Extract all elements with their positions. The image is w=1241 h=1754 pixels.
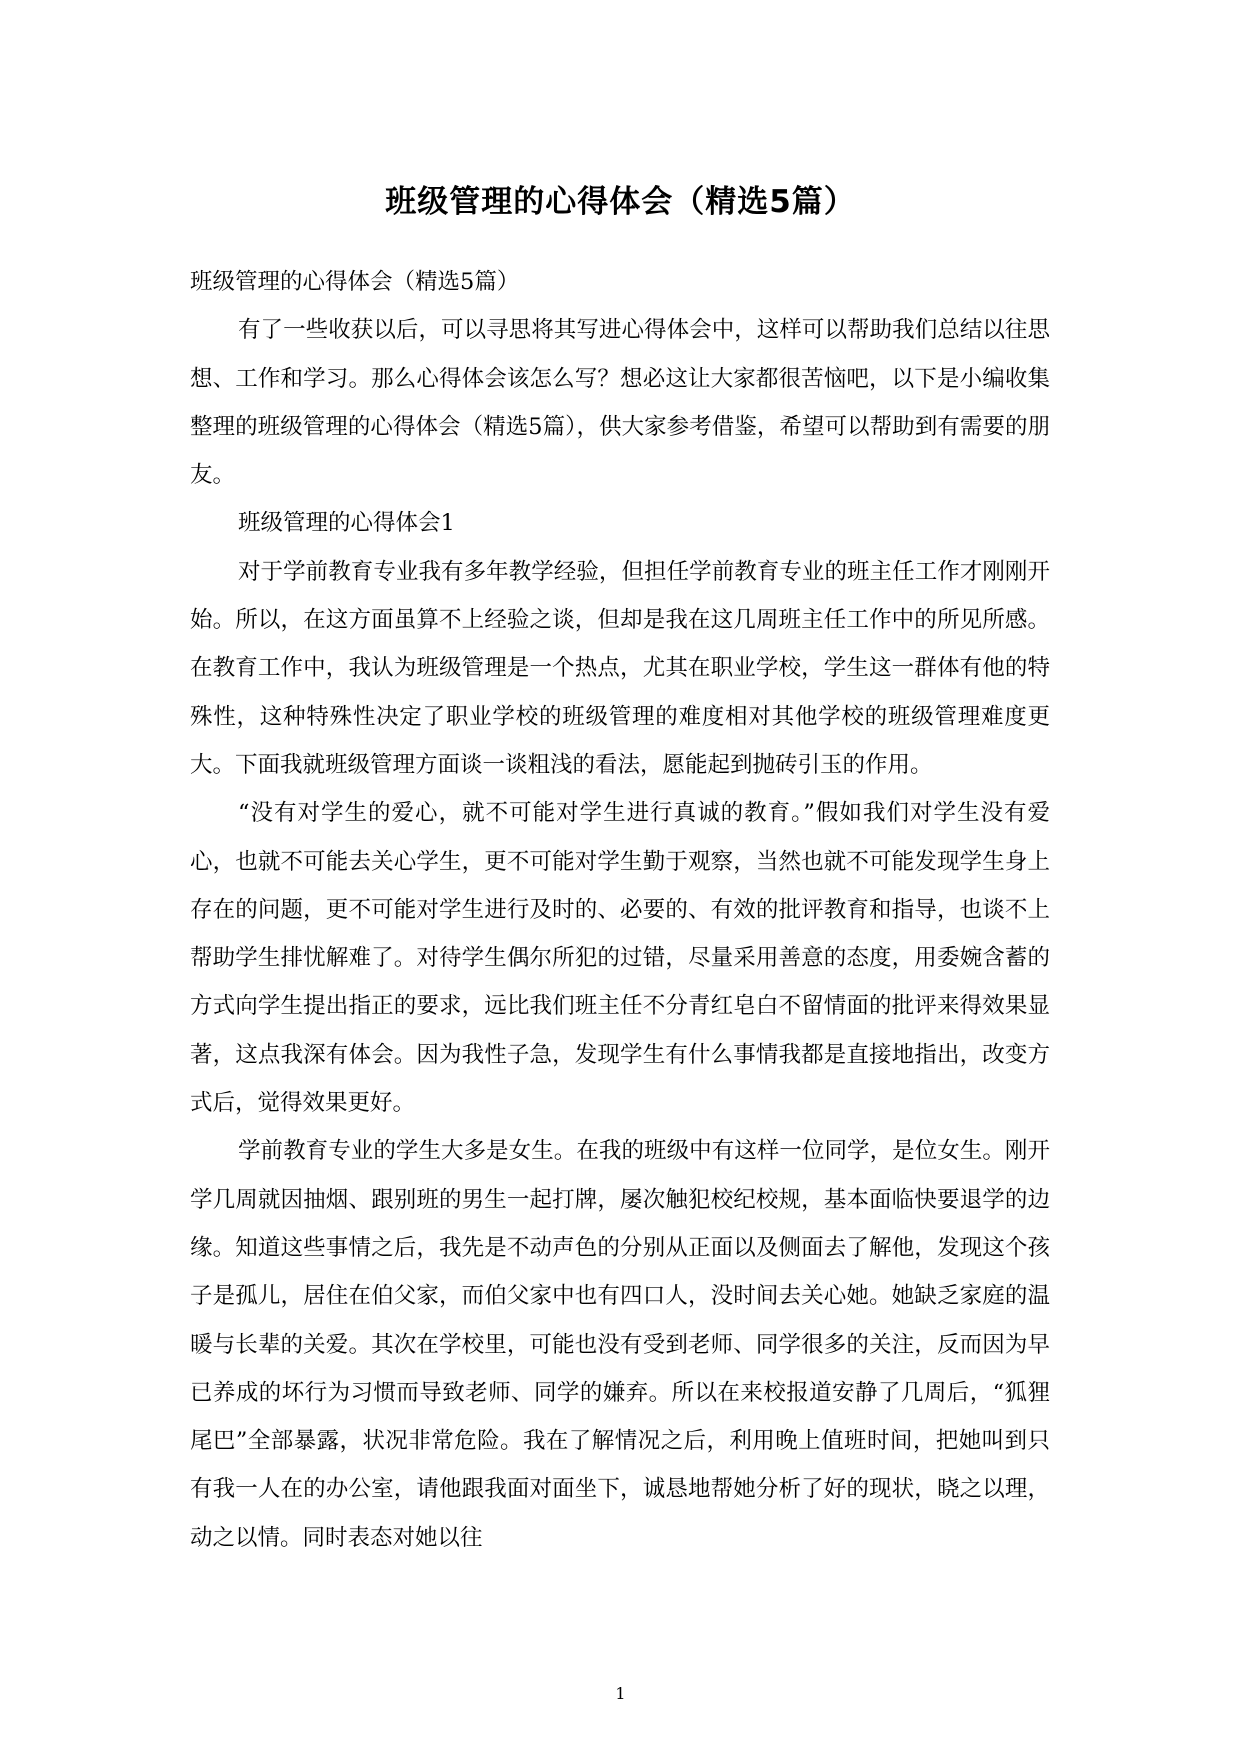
body-paragraph: “没有对学生的爱心，就不可能对学生进行真诚的教育。”假如我们对学生没有爱心，也就不可能去关心学生，更不可能对学生勤于观察，当然也就不可能发现学生身上存在的问题，更不可能对学生进行及时的、必要的、有效的批评教育和指导，也谈不上帮助学生排忧解难了。对待学生偶尔所犯的过错，尽量采用善意的态度，用委婉含蓄的方式向学生提出指正的要求，远比我们班主任不分青红皂白不留情面的批评来得效果显著，这点我深有体会。因为我性子急，发现学生有什么事情我都是直接地指出，改变方式后，觉得效果更好。 [190,800,1050,1117]
section-heading: 班级管理的心得体会1 [238,510,455,537]
page-number: 1 [615,1684,626,1703]
body-paragraph: 学前教育专业的学生大多是女生。在我的班级中有这样一位同学，是位女生。刚开学几周就因抽烟、跟别班的男生一起打牌，屡次触犯校纪校规，基本面临快要退学的边缘。知道这些事情之后，我先是不动声色的分别从正面以及侧面去了解他，发现这个孩子是孤儿，居住在伯父家，而伯父家中也有四口人，没时间去关心她。她缺乏家庭的温暖与长辈的关爱。其次在学校里，可能也没有受到老师、同学很多的关注，反而因为早已养成的坏行为习惯而导致老师、同学的嫌弃。所以在来校报道安静了几周后，“狐狸尾巴”全部暴露，状况非常危险。我在了解情况之后，利用晚上值班时间，把她叫到只有我一人在的办公室，请他跟我面对面坐下，诚恳地帮她分析了好的现状，晓之以理，动之以情。同时表态对她以往 [190,1138,1050,1551]
intro-paragraph: 有了一些收获以后，可以寻思将其写进心得体会中，这样可以帮助我们总结以往思想、工作和学习。那么心得体会该怎么写？想必这让大家都很苦恼吧，以下是小编收集整理的班级管理的心得体会（精选5篇），供大家参考借鉴，希望可以帮助到有需要的朋友。 [190,317,1050,489]
document-body [190,258,1050,1562]
document-title: 班级管理的心得体会（精选5篇） [385,184,856,220]
body-paragraph: 对于学前教育专业我有多年教学经验，但担任学前教育专业的班主任工作才刚刚开始。所以，在这方面虽算不上经验之谈，但却是我在这几周班主任工作中的所见所感。在教育工作中，我认为班级管理是一个热点，尤其在职业学校，学生这一群体有他的特殊性，这种特殊性决定了职业学校的班级管理的难度相对其他学校的班级管理难度更大。下面我就班级管理方面谈一谈粗浅的看法，愿能起到抛砖引玉的作用。 [190,558,1050,778]
subtitle-paragraph: 班级管理的心得体会（精选5篇） [190,269,520,295]
